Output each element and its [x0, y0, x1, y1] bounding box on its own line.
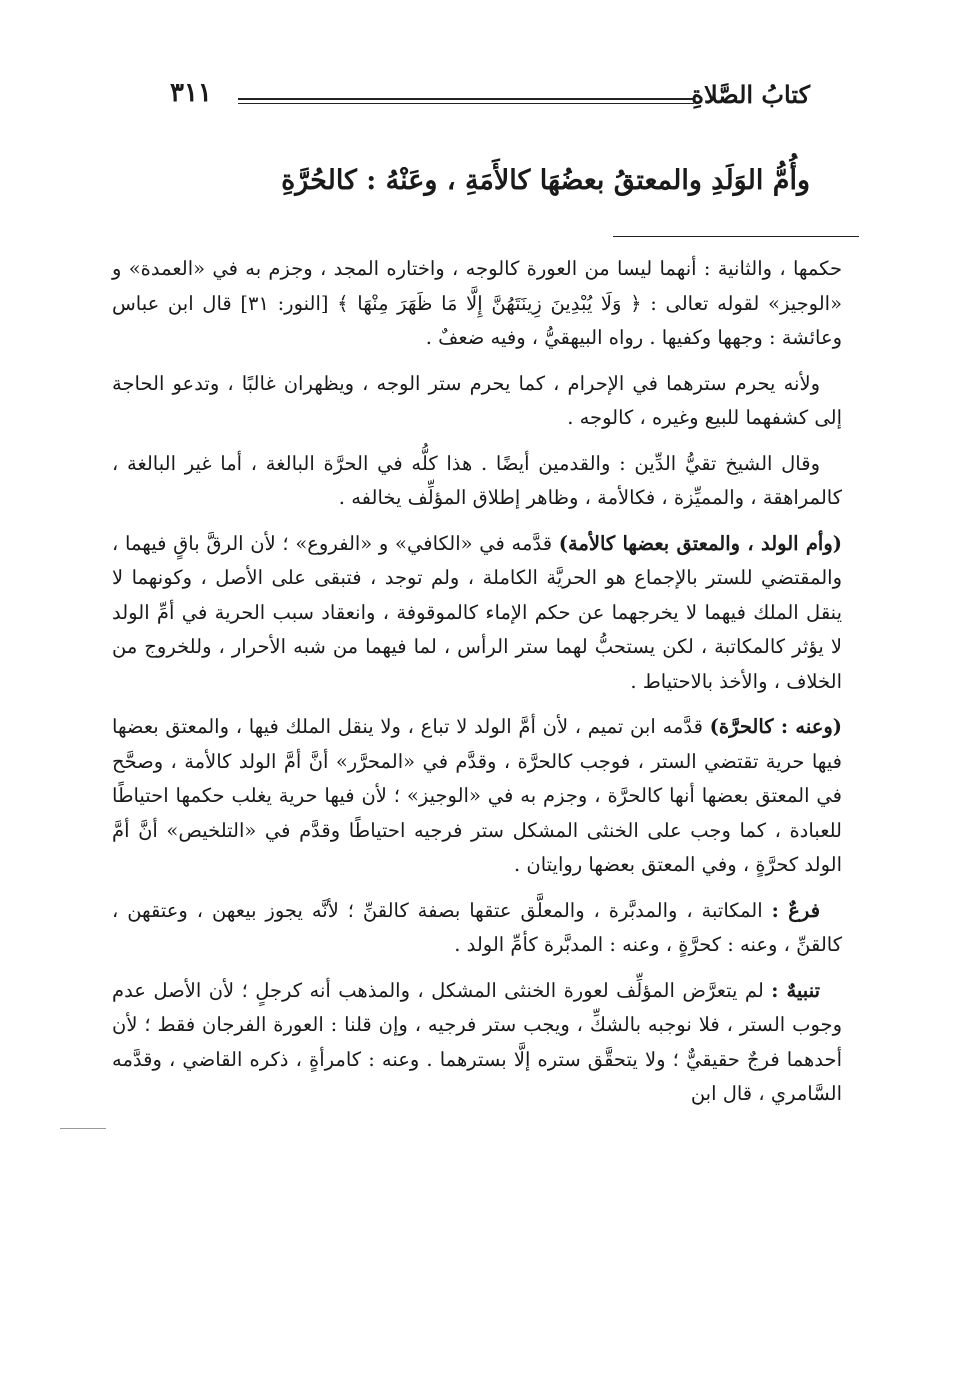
chapter-title: كتابُ الصَّلاةِ — [691, 80, 810, 109]
matn-quote: (وأم الولد ، والمعتق بعضها كالأمة) — [558, 531, 842, 555]
margin-mark — [60, 1128, 106, 1129]
paragraph-text: وقال الشيخ تقيُّ الدِّين : والقدمين أيضًا . هذا كلُّه في الحرَّة البالغة ، أما غير البالغة ، كالمراهقة ، والمميِّزة ، فكالأمة ، وظاهر إطلاق المؤلِّف يخالفه . — [112, 451, 842, 509]
paragraph — [112, 974, 842, 1112]
paragraph-text: لم يتعرَّض المؤلِّف لعورة الخنثى المشكل ، والمذهب أنه كرجلٍ ؛ لأن الأصل عدم وجوب الستر ، فلا نوجبه بالشكِّ ، ويجب ستر فرجيه ، وإن قلنا : العورة الفرجان فقط ؛ لأن أحدهما فرجٌ حقيقيٌّ ؛ ولا يتحقَّق ستره إلَّا بسترهما . وعنه : كامرأةٍ ، ذكره القاضي ، وقدَّمه السَّامري ، قال ابن — [112, 978, 842, 1105]
matn-quote: (وعنه : كالحرَّة) — [709, 715, 842, 738]
paragraph-text: المكاتبة ، والمدبَّرة ، والمعلَّق عتقها بصفة كالقنِّ ؛ لأنَّه يجوز بيعهن ، وعتقهن ، كالقنِّ ، وعنه : كحرَّةٍ ، وعنه : المدبَّرة كأمِّ الولد . — [112, 898, 842, 956]
paragraph — [112, 367, 842, 436]
paragraph — [112, 710, 842, 883]
paragraph-text: قدَّمه في «الكافي» و «الفروع» ؛ لأن الرقَّ باقٍ فيهما ، والمقتضي للستر بالإجماع هو الحريَّة الكاملة ، ولم توجد ، فتبقى على الأصل ، وكونهما لا ينقل الملك فيهما لا يخرجهما عن حكم الإماء كالموقوفة ، وانعقاد سبب الحرية في أمِّ الولد لا يؤثر كالمكاتبة ، لكن يستحبُّ لهما ستر الرأس ، لما فيهما من شبه الأحرار ، وللخروج من الخلاف ، والأخذ بالاحتياط . — [112, 531, 842, 693]
paragraph — [112, 447, 842, 516]
matn-heading: وأُمُّ الوَلَدِ والمعتقُ بعضُهَا كالأَمَةِ ، وعَنْهُ : كالحُرَّةِ — [281, 165, 810, 196]
paragraph-text: ولأنه يحرم سترهما في الإحرام ، كما يحرم ستر الوجه ، ويظهران غالبًا ، وتدعو الحاجة إلى كشفهما للبيع وغيره ، كالوجه . — [112, 371, 842, 429]
branch-label: فرعٌ : — [771, 898, 821, 922]
page-header — [170, 78, 810, 122]
paragraph-text: قدَّمه ابن تميم ، لأن أمَّ الولد لا تباع ، ولا ينقل الملك فيها ، والمعتق بعضها فيها حرية تقتضي الستر ، فوجب كالحرَّة ، وقدَّم في «المحرَّر» أنَّ أمَّ الولد كالأمة ، وصحَّح في المعتق بعضها أنها كالحرَّة ، وجزم به في «الوجيز» ؛ لأن فيها حرية يغلب حكمها احتياطًا للعبادة ، كما وجب على الخنثى المشكل ستر فرجيه احتياطًا وقدَّم في «التلخيص» أنَّ أمَّ الولد كحرَّةٍ ، وفي المعتق بعضها روايتان . — [112, 715, 842, 876]
paragraph — [112, 527, 842, 700]
paragraph — [112, 252, 842, 356]
paragraph-text: حكمها ، والثانية : أنهما ليسا من العورة كالوجه ، واختاره المجد ، وجزم به في «العمدة» و «الوجيز» لقوله تعالى : ﴿ وَلَا يُبْدِينَ زِينَتَهُنَّ إِلَّا مَا ظَهَرَ مِنْهَا ﴾ [النور: ٣١] قال ابن عباس وعائشة : وجهها وكفيها . رواه البيهقيُّ ، وفيه ضعفٌ . — [112, 257, 842, 349]
commentary-body — [112, 252, 842, 1123]
matn-divider — [613, 236, 859, 237]
note-label: تنبيهٌ : — [771, 978, 821, 1002]
paragraph — [112, 894, 842, 963]
page-number: ٣١١ — [170, 78, 212, 108]
header-rule — [238, 98, 694, 104]
